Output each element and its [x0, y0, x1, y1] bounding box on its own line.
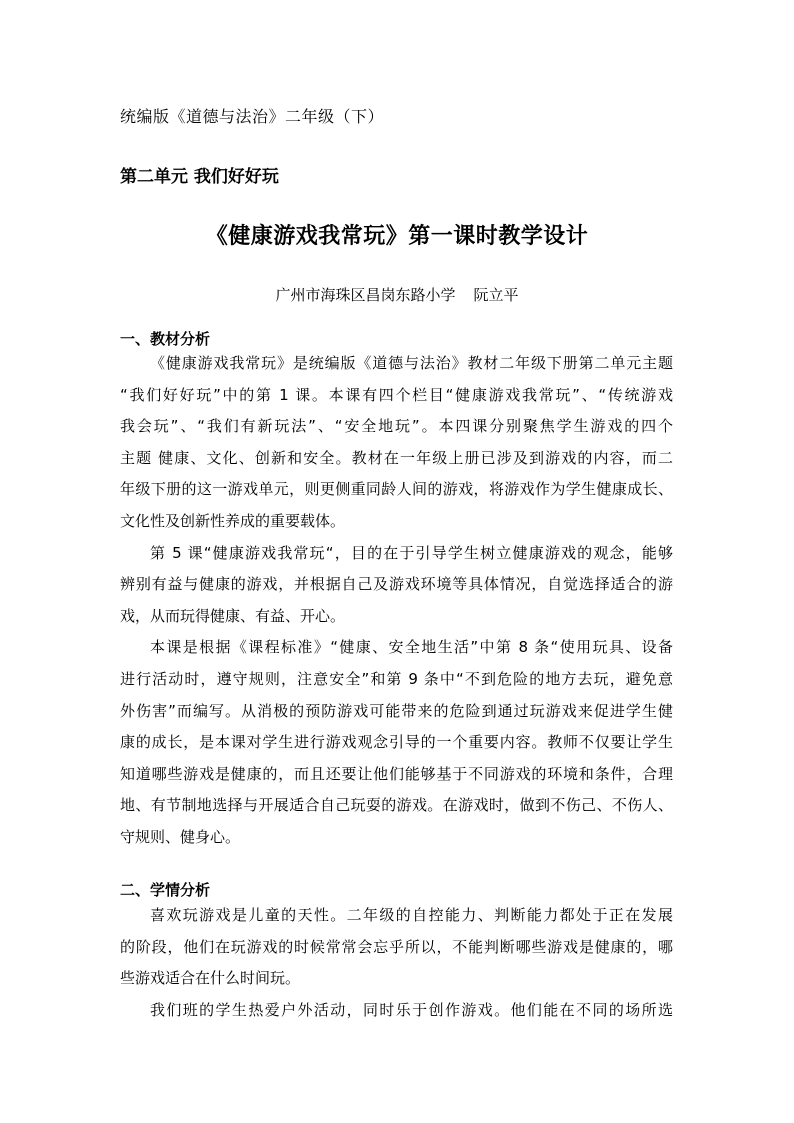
- paragraph-line: 戏，从而玩得健康、有益、开心。: [120, 607, 346, 625]
- paragraph-line: “我们好好玩”中的第 1 课。本课有四个栏目“健康游戏我常玩”、“传统游戏: [120, 386, 673, 404]
- paragraph-line: 主题 健康、文化、创新和安全。教材在一年级上册已涉及到游戏的内容，而二: [120, 449, 673, 467]
- paragraph-line: 年级下册的这一游戏单元，则更侧重同龄人间的游戏，将游戏作为学生健康成长、: [120, 480, 673, 498]
- paragraph-line: 辨别有益与健康的游戏，并根据自己及游戏环境等具体情况，自觉选择适合的游: [120, 575, 673, 593]
- paragraph-line: 外伤害”而编写。从消极的预防游戏可能带来的危险到通过玩游戏来促进学生健: [120, 702, 673, 720]
- textbook-header: 统编版《道德与法治》二年级（下）: [120, 107, 385, 126]
- author-name: 阮立平: [473, 286, 519, 304]
- paragraph-line: 知道哪些游戏是健康的，而且还要让他们能够基于不同游戏的环境和条件，合理: [120, 765, 673, 783]
- paragraph-line: 文化性及创新性养成的重要载体。: [120, 512, 346, 530]
- paragraph-line: 本课是根据《课程标准》“健康、安全地生活”中第 8 条“使用玩具、设备: [150, 638, 673, 656]
- paragraph-line: 康的成长，是本课对学生进行游戏观念引导的一个重要内容。教师不仅要让学生: [120, 733, 673, 751]
- section-heading-materials: 一、教材分析: [120, 330, 211, 348]
- paragraph-line: 些游戏适合在什么时间玩。: [120, 969, 301, 987]
- paragraph-line: 进行活动时，遵守规则，注意安全”和第 9 条中“不到危险的地方去玩，避免意: [120, 670, 673, 688]
- paragraph-line: 喜欢玩游戏是儿童的天性。二年级的自控能力、判断能力都处于正在发展: [150, 906, 673, 924]
- author-line: [0, 284, 794, 305]
- section-heading-students: 二、学情分析: [120, 881, 211, 899]
- author-school: 广州市海珠区昌岗东路小学: [275, 286, 456, 304]
- paragraph-line: 的阶段，他们在玩游戏的时候常常会忘乎所以，不能判断哪些游戏是健康的，哪: [120, 938, 673, 956]
- paragraph-line: 第 5 课“健康游戏我常玩“，目的在于引导学生树立健康游戏的观念，能够: [150, 544, 673, 562]
- paragraph-line: 我们班的学生热爱户外活动，同时乐于创作游戏。他们能在不同的场所选: [150, 1001, 673, 1019]
- paragraph-line: 《健康游戏我常玩》是统编版《道德与法治》教材二年级下册第二单元主题: [150, 354, 673, 372]
- page-title: 《健康游戏我常玩》第一课时教学设计: [205, 223, 589, 249]
- unit-title: 第二单元 我们好好玩: [120, 167, 279, 187]
- paragraph-line: 我会玩”、“我们有新玩法”、“安全地玩”。本四课分别聚焦学生游戏的四个: [120, 417, 673, 435]
- paragraph-line: 地、有节制地选择与开展适合自己玩耍的游戏。在游戏时，做到不伤己、不伤人、: [120, 796, 673, 814]
- paragraph-line: 守规则、健身心。: [120, 828, 241, 846]
